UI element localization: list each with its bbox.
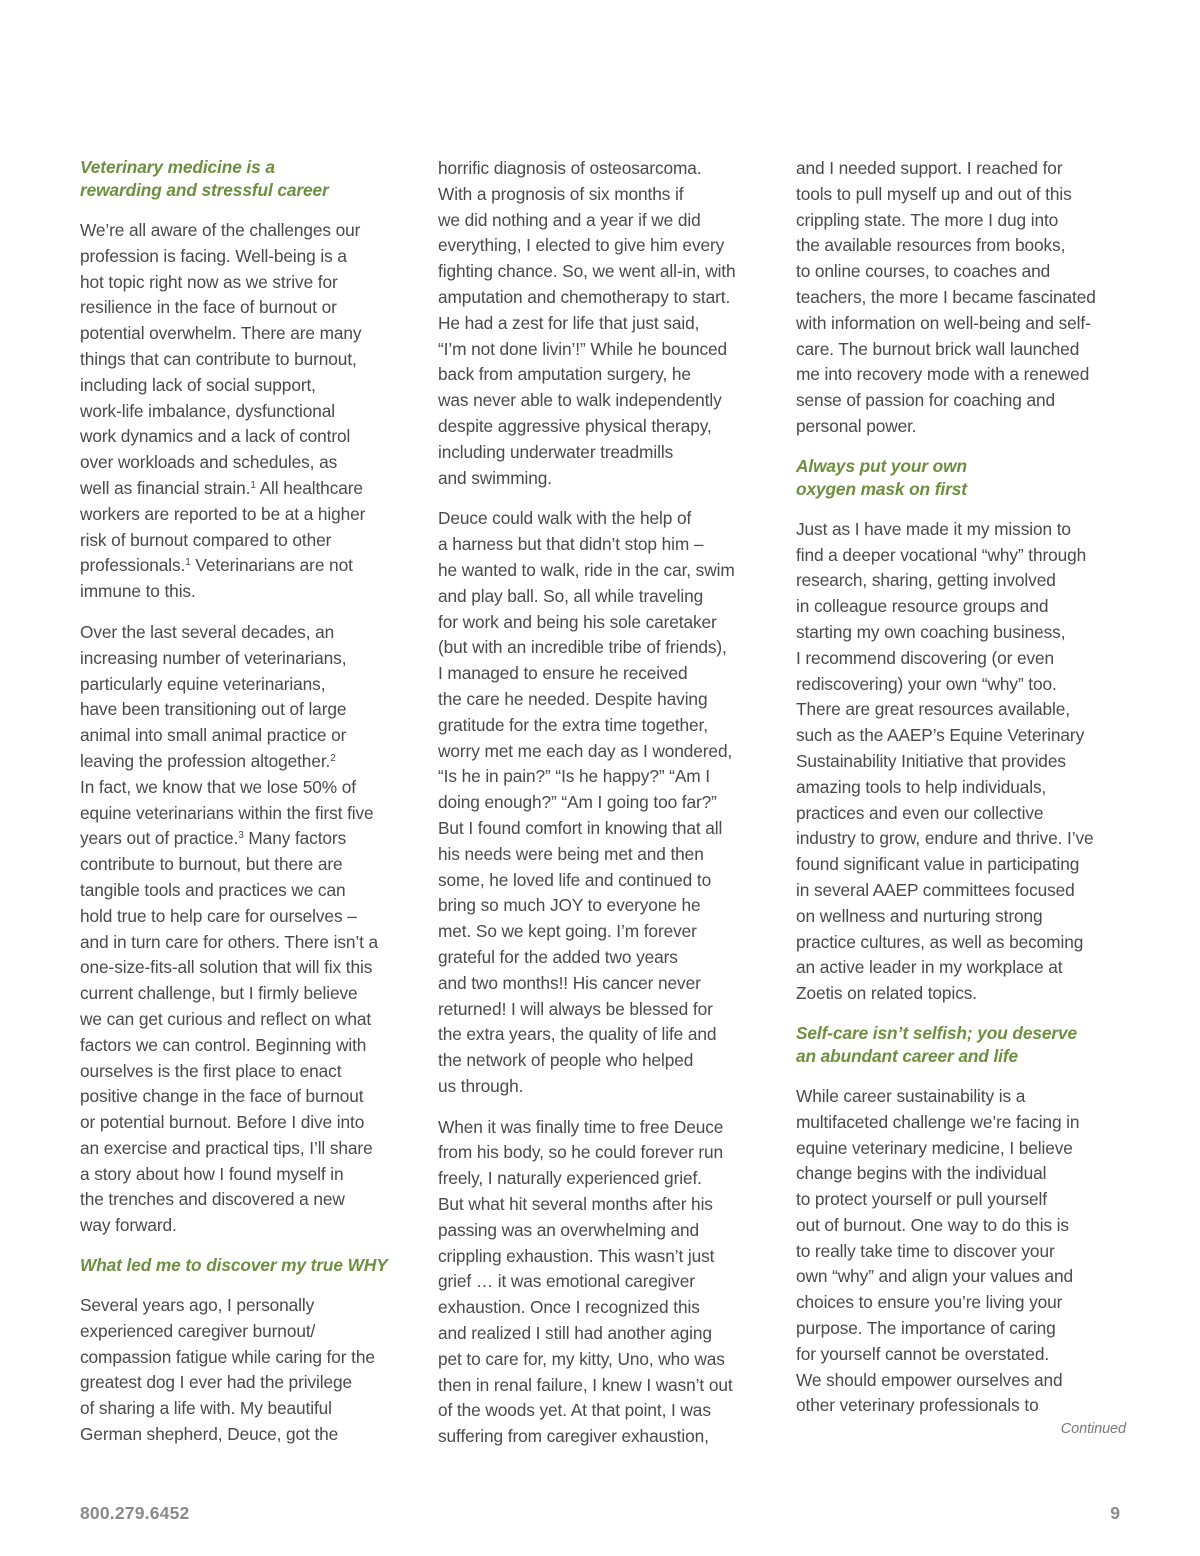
line: factors we can control. Beginning with bbox=[80, 1034, 367, 1055]
line: was never able to walk independently bbox=[438, 390, 722, 411]
line: What led me to discover my true WHY bbox=[80, 1255, 388, 1276]
line bbox=[80, 476, 408, 502]
line: a harness but that didn’t stop him – bbox=[438, 534, 704, 555]
line: for yourself cannot be overstated. bbox=[796, 1343, 1050, 1364]
line: While career sustainability is a bbox=[796, 1085, 1026, 1106]
line: to protect yourself or pull yourself bbox=[796, 1189, 1047, 1210]
line: (but with an incredible tribe of friends), bbox=[438, 637, 727, 658]
line: But I found comfort in knowing that all bbox=[438, 817, 723, 838]
line: multifaceted challenge we’re facing in bbox=[796, 1111, 1080, 1132]
line: Several years ago, I personally bbox=[80, 1295, 315, 1316]
line: for work and being his sole caretaker bbox=[438, 611, 717, 632]
text: All healthcare bbox=[255, 477, 363, 498]
line: an abundant career and life bbox=[796, 1045, 1019, 1066]
paragraph bbox=[796, 517, 1126, 1007]
line: hold true to help care for ourselves – bbox=[80, 905, 357, 926]
line: Self-care isn’t selfish; you deserve bbox=[796, 1022, 1078, 1043]
line: gratitude for the extra time together, bbox=[438, 714, 708, 735]
line: amazing tools to help individuals, bbox=[796, 776, 1047, 797]
line: the extra years, the quality of life and bbox=[438, 1024, 717, 1045]
line: I managed to ensure he received bbox=[438, 663, 688, 684]
line: find a deeper vocational “why” through bbox=[796, 544, 1087, 565]
paragraph bbox=[438, 156, 766, 491]
line: Deuce could walk with the help of bbox=[438, 508, 692, 529]
column-1 bbox=[80, 156, 408, 1463]
text: Many factors bbox=[243, 828, 347, 849]
line: including lack of social support, bbox=[80, 374, 316, 395]
line: With a prognosis of six months if bbox=[438, 183, 684, 204]
line: and in turn care for others. There isn’t a bbox=[80, 931, 379, 952]
line: bring so much JOY to everyone he bbox=[438, 895, 701, 916]
line: increasing number of veterinarians, bbox=[80, 647, 347, 668]
column-3 bbox=[796, 156, 1126, 1438]
line: I recommend discovering (or even bbox=[796, 647, 1055, 668]
line: profession is facing. Well-being is a bbox=[80, 245, 347, 266]
line: the network of people who helped bbox=[438, 1050, 694, 1071]
paragraph bbox=[438, 506, 766, 1099]
line: tangible tools and practices we can bbox=[80, 879, 346, 900]
line: have been transitioning out of large bbox=[80, 699, 347, 720]
line: of the woods yet. At that point, I was bbox=[438, 1400, 711, 1421]
line: animal into small animal practice or bbox=[80, 725, 347, 746]
line: Always put your own bbox=[796, 455, 967, 476]
footnote-ref: 2 bbox=[330, 752, 336, 764]
line bbox=[80, 826, 408, 852]
line: Veterinary medicine is a bbox=[80, 157, 275, 177]
line: an exercise and practical tips, I’ll share bbox=[80, 1137, 373, 1158]
line: rewarding and stressful career bbox=[80, 180, 329, 200]
line: the available resources from books, bbox=[796, 235, 1066, 256]
line: In fact, we know that we lose 50% of bbox=[80, 776, 356, 797]
line: He had a zest for life that just said, bbox=[438, 312, 700, 333]
text: professionals. bbox=[80, 555, 186, 576]
line: on wellness and nurturing strong bbox=[796, 905, 1043, 926]
heading-veterinary-medicine bbox=[80, 156, 408, 202]
line: over workloads and schedules, as bbox=[80, 452, 338, 473]
line: met. So we kept going. I’m forever bbox=[438, 921, 697, 942]
line: We’re all aware of the challenges our bbox=[80, 220, 361, 240]
footnote-ref: 1 bbox=[250, 479, 256, 491]
line: some, he loved life and continued to bbox=[438, 869, 712, 890]
line: work dynamics and a lack of control bbox=[80, 426, 351, 447]
line: in colleague resource groups and bbox=[796, 596, 1049, 617]
line: equine veterinary medicine, I believe bbox=[796, 1137, 1073, 1158]
line: sense of passion for coaching and bbox=[796, 390, 1055, 411]
line: and I needed support. I reached for bbox=[796, 158, 1063, 178]
line: and realized I still had another aging bbox=[438, 1323, 712, 1344]
line: everything, I elected to give him every bbox=[438, 235, 725, 256]
line: horrific diagnosis of osteosarcoma. bbox=[438, 158, 702, 178]
line: we did nothing and a year if we did bbox=[438, 209, 701, 230]
line: we can get curious and reflect on what bbox=[80, 1008, 372, 1029]
line: freely, I naturally experienced grief. bbox=[438, 1168, 702, 1189]
line: work-life imbalance, dysfunctional bbox=[80, 400, 335, 421]
line: Over the last several decades, an bbox=[80, 621, 335, 642]
footer-phone-number: 800.279.6452 bbox=[80, 1503, 190, 1523]
line: other veterinary professionals to bbox=[796, 1395, 1039, 1416]
line: way forward. bbox=[80, 1215, 177, 1236]
line: one-size-fits-all solution that will fix this bbox=[80, 957, 373, 978]
line: and play ball. So, all while traveling bbox=[438, 585, 704, 606]
line: resilience in the face of burnout or bbox=[80, 297, 337, 318]
heading-oxygen-mask bbox=[796, 455, 1126, 501]
line: purpose. The importance of caring bbox=[796, 1318, 1056, 1339]
line: “I’m not done livin’!” While he bounced bbox=[438, 338, 728, 359]
line: tools to pull myself up and out of this bbox=[796, 183, 1072, 204]
line: compassion fatigue while caring for the bbox=[80, 1346, 375, 1367]
line: his needs were being met and then bbox=[438, 843, 704, 864]
line: the care he needed. Despite having bbox=[438, 688, 708, 709]
line: despite aggressive physical therapy, bbox=[438, 415, 712, 436]
footnote-ref: 1 bbox=[185, 557, 191, 569]
line: equine veterinarians within the first five bbox=[80, 802, 374, 823]
line: passing was an overwhelming and bbox=[438, 1219, 700, 1240]
line: greatest dog I ever had the privilege bbox=[80, 1372, 353, 1393]
line: positive change in the face of burnout bbox=[80, 1086, 364, 1107]
line: and two months!! His cancer never bbox=[438, 972, 701, 993]
line: in several AAEP committees focused bbox=[796, 879, 1075, 900]
line: fighting chance. So, we went all-in, with bbox=[438, 261, 736, 282]
paragraph bbox=[80, 218, 408, 605]
paragraph bbox=[796, 156, 1126, 440]
column-2 bbox=[438, 156, 766, 1465]
line: us through. bbox=[438, 1075, 524, 1096]
line: We should empower ourselves and bbox=[796, 1369, 1063, 1390]
line: experienced caregiver burnout/ bbox=[80, 1320, 316, 1341]
page-number: 9 bbox=[1110, 1503, 1120, 1523]
footnote-ref: 3 bbox=[238, 830, 244, 842]
line: contribute to burnout, but there are bbox=[80, 854, 343, 875]
line: practice cultures, as well as becoming bbox=[796, 931, 1084, 952]
line: grief … it was emotional caregiver bbox=[438, 1271, 695, 1292]
line: pet to care for, my kitty, Uno, who was bbox=[438, 1348, 725, 1369]
line: care. The burnout brick wall launched bbox=[796, 338, 1080, 359]
line: found significant value in participating bbox=[796, 854, 1080, 875]
line: “Is he in pain?” “Is he happy?” “Am I bbox=[438, 766, 710, 787]
text: years out of practice. bbox=[80, 828, 239, 849]
line: amputation and chemotherapy to start. bbox=[438, 286, 731, 307]
line: oxygen mask on first bbox=[796, 478, 967, 499]
line: of sharing a life with. My beautiful bbox=[80, 1398, 332, 1419]
line: and swimming. bbox=[438, 467, 552, 488]
line: research, sharing, getting involved bbox=[796, 570, 1056, 591]
text: leaving the profession altogether. bbox=[80, 750, 331, 771]
line: a story about how I found myself in bbox=[80, 1163, 344, 1184]
line: out of burnout. One way to do this is bbox=[796, 1214, 1069, 1235]
line: from his body, so he could forever run bbox=[438, 1142, 724, 1163]
line: risk of burnout compared to other bbox=[80, 529, 332, 550]
heading-true-why bbox=[80, 1254, 408, 1277]
line: doing enough?” “Am I going too far?” bbox=[438, 792, 717, 813]
line: Just as I have made it my mission to bbox=[796, 518, 1071, 539]
line: or potential burnout. Before I dive into bbox=[80, 1112, 365, 1133]
line: Sustainability Initiative that provides bbox=[796, 750, 1066, 771]
line: German shepherd, Deuce, got the bbox=[80, 1424, 339, 1445]
line: things that can contribute to burnout, bbox=[80, 348, 357, 369]
paragraph bbox=[80, 620, 408, 1239]
line: then in renal failure, I knew I wasn’t out bbox=[438, 1374, 733, 1395]
line: an active leader in my workplace at bbox=[796, 957, 1063, 978]
line: back from amputation surgery, he bbox=[438, 364, 691, 385]
line: personal power. bbox=[796, 415, 917, 436]
line: potential overwhelm. There are many bbox=[80, 323, 362, 344]
line: There are great resources available, bbox=[796, 699, 1071, 720]
line: he wanted to walk, ride in the car, swim bbox=[438, 559, 735, 580]
line: Zoetis on related topics. bbox=[796, 983, 977, 1004]
line: crippling state. The more I dug into bbox=[796, 209, 1059, 230]
line: suffering from caregiver exhaustion, bbox=[438, 1426, 709, 1447]
line: When it was finally time to free Deuce bbox=[438, 1116, 724, 1137]
line: teachers, the more I became fascinated bbox=[796, 286, 1096, 307]
heading-self-care bbox=[796, 1022, 1126, 1068]
text: well as financial strain. bbox=[80, 477, 251, 498]
paragraph bbox=[438, 1115, 766, 1450]
paragraph bbox=[796, 1084, 1126, 1419]
line: me into recovery mode with a renewed bbox=[796, 364, 1090, 385]
line: returned! I will always be blessed for bbox=[438, 998, 713, 1019]
line: ourselves is the first place to enact bbox=[80, 1060, 342, 1081]
line: industry to grow, endure and thrive. I’ve bbox=[796, 828, 1094, 849]
line: particularly equine veterinarians, bbox=[80, 673, 326, 694]
line: change begins with the individual bbox=[796, 1163, 1047, 1184]
line: grateful for the added two years bbox=[438, 946, 678, 967]
line: own “why” and align your values and bbox=[796, 1266, 1073, 1287]
line: practices and even our collective bbox=[796, 802, 1044, 823]
line: with information on well-being and self- bbox=[796, 312, 1091, 333]
continued-label: Continued bbox=[1060, 1421, 1126, 1438]
line: hot topic right now as we strive for bbox=[80, 271, 338, 292]
line: choices to ensure you’re living your bbox=[796, 1292, 1063, 1313]
line: starting my own coaching business, bbox=[796, 621, 1066, 642]
line: current challenge, but I firmly believe bbox=[80, 983, 358, 1004]
text: Veterinarians are not bbox=[190, 555, 353, 576]
line: But what hit several months after his bbox=[438, 1194, 713, 1215]
paragraph bbox=[80, 1293, 408, 1448]
line: to online courses, to coaches and bbox=[796, 261, 1051, 282]
line bbox=[80, 553, 408, 579]
line: crippling exhaustion. This wasn’t just bbox=[438, 1245, 715, 1266]
line: worry met me each day as I wondered, bbox=[438, 740, 733, 761]
line: to really take time to discover your bbox=[796, 1240, 1055, 1261]
line: including underwater treadmills bbox=[438, 441, 674, 462]
line: such as the AAEP’s Equine Veterinary bbox=[796, 725, 1085, 746]
line bbox=[80, 749, 408, 775]
line: exhaustion. Once I recognized this bbox=[438, 1297, 700, 1318]
line: immune to this. bbox=[80, 581, 196, 602]
line: the trenches and discovered a new bbox=[80, 1189, 345, 1210]
line: workers are reported to be at a higher bbox=[80, 503, 366, 524]
line: rediscovering) your own “why” too. bbox=[796, 673, 1057, 694]
